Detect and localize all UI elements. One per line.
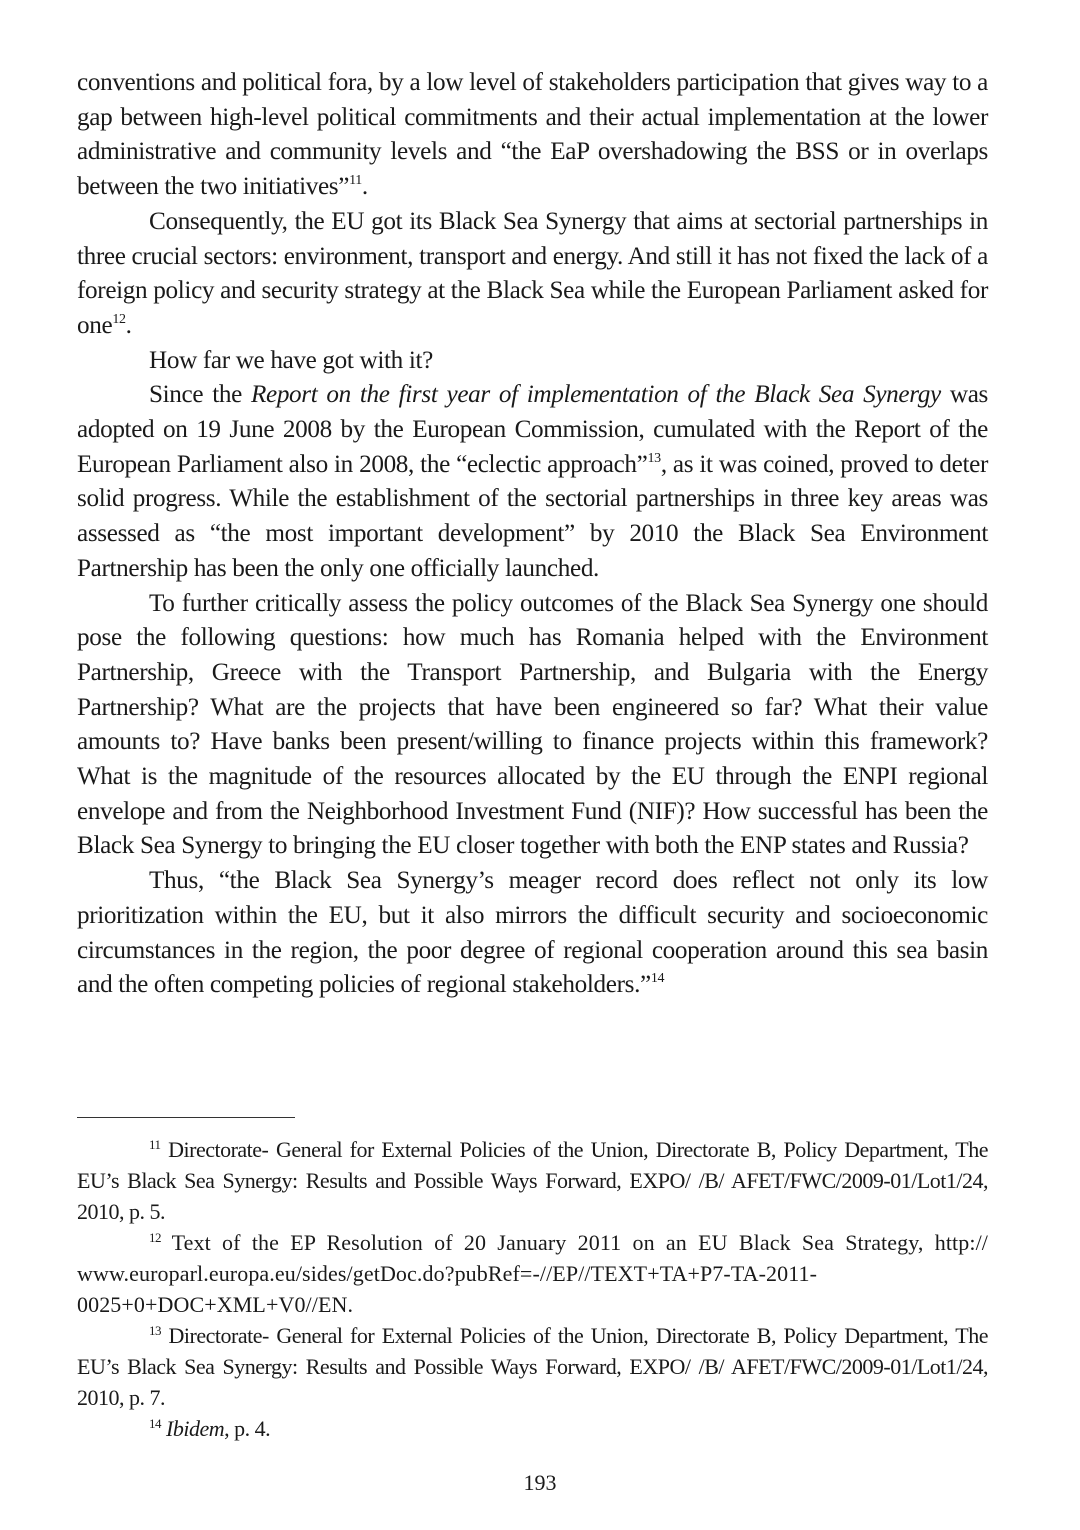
paragraph-continuation [77,66,988,205]
paragraph-text: Thus, “the Black Sea Synergy’s meager record does reflect not only its low prioritization within the EU, but it also mirrors the difficult security and socioeconomic circumstances in the region, the poor degree of regional cooperation around this sea basin and the often competing policies of regional stakeholders.” [77,867,988,999]
paragraph-how-far [77,344,988,379]
punctuation: . [361,173,368,201]
footnote-separator [77,1117,295,1118]
paragraph-text: Consequently, the EU got its Black Sea Synergy that aims at sectorial partnerships in three crucial sectors: environment, transport and energy. And still it has not fixed the lack of a foreign policy and security strategy at the Black Sea while the European Parliament asked for one [77,207,988,339]
paragraph-text: , as it was coined, proved to deter solid progress. While the establishment of the sectorial partnerships in three key areas was assessed as “the most important development” by 2010 the Black Sea Environment Partnership has been the only one officially launched. [77,450,988,582]
paragraph-text: was adopted on 19 June 2008 by the European Commission, cumulated with the Report of the European Parliament also in 2008, the “eclectic approach” [77,381,988,478]
footnote-text: Directorate- General for External Policies of the Union, Directorate B, Policy Department, The EU’s Black Sea Synergy: Results and Possible Ways Forward, EXPO/ /B/ AFET/FWC/2009-01/Lot1/24, 2010, p. 5. [77,1137,989,1224]
ibidem-italic: Ibidem [166,1416,225,1441]
main-text [77,66,988,1003]
footnote-text: Directorate- General for External Policies of the Union, Directorate B, Policy Department, The EU’s Black Sea Synergy: Results and Possible Ways Forward, EXPO/ /B/ AFET/FWC/2009-01/Lot1/24, 2010, p. 7. [77,1323,988,1410]
footnote-number: 13 [149,1323,161,1338]
footnote-number: 14 [149,1416,161,1431]
footnote-number: 12 [149,1230,161,1245]
paragraph-text: conventions and political fora, by a low level of stakeholders participation that gives way to a gap between high-level political commitments and their actual implementation at the lower administrative and community levels and “the EaP overshadowing the BSS or in overlaps between the two initiatives” [77,69,988,201]
paragraph-to-further [77,587,988,865]
footnote-11 [77,1134,988,1227]
footnote-12 [77,1227,988,1320]
footnote-ref-12[interactable]: 12 [112,311,126,327]
paragraph-since-the-report [77,378,988,586]
footnote-text: , p. 4. [224,1416,271,1441]
footnote-ref-13[interactable]: 13 [647,450,661,466]
footnote-13 [77,1320,988,1413]
footnote-ref-14[interactable]: 14 [650,971,665,987]
paragraph-consequently [77,205,988,344]
page-number: 193 [523,1470,557,1495]
report-title-italic: Report on the first year of implementation of the Black Sea Synergy [250,381,941,409]
footnote-number: 11 [149,1137,161,1152]
footnote-ref-11[interactable]: 11 [349,173,362,189]
paragraph-text: How far we have got with it? [149,346,433,374]
punctuation: . [125,311,132,339]
footnote-text-with-link[interactable]: Text of the EP Resolution of 20 January 2011 on an EU Black Sea Strategy, http:// www.europarl.europa.eu/sides/getDoc.do?pubRef=-//EP//TEXT+TA+P7-TA-2011- 0025+0+DOC+XML+V0//EN. [77,1230,988,1317]
paragraph-thus [77,864,988,1003]
footnote-14 [77,1413,988,1444]
paragraph-text: To further critically assess the policy outcomes of the Black Sea Synergy one should pose the following questions: how much has Romania helped with the Environment Partnership, Greece with the Transport Partnership, and Bulgaria with the Energy Partnership? What are the projects that have been engineered so far? What their value amounts to? Have banks been present/willing to finance projects within this framework? What is the magnitude of the resources allocated by the EU through the ENPI regional envelope and from the Neighborhood Investment Fund (NIF)? How successful has been the Black Sea Synergy to bringing the EU closer together with both the ENP states and Russia? [77,589,988,860]
paragraph-text: Since the [149,381,251,409]
footnotes [77,1134,988,1444]
